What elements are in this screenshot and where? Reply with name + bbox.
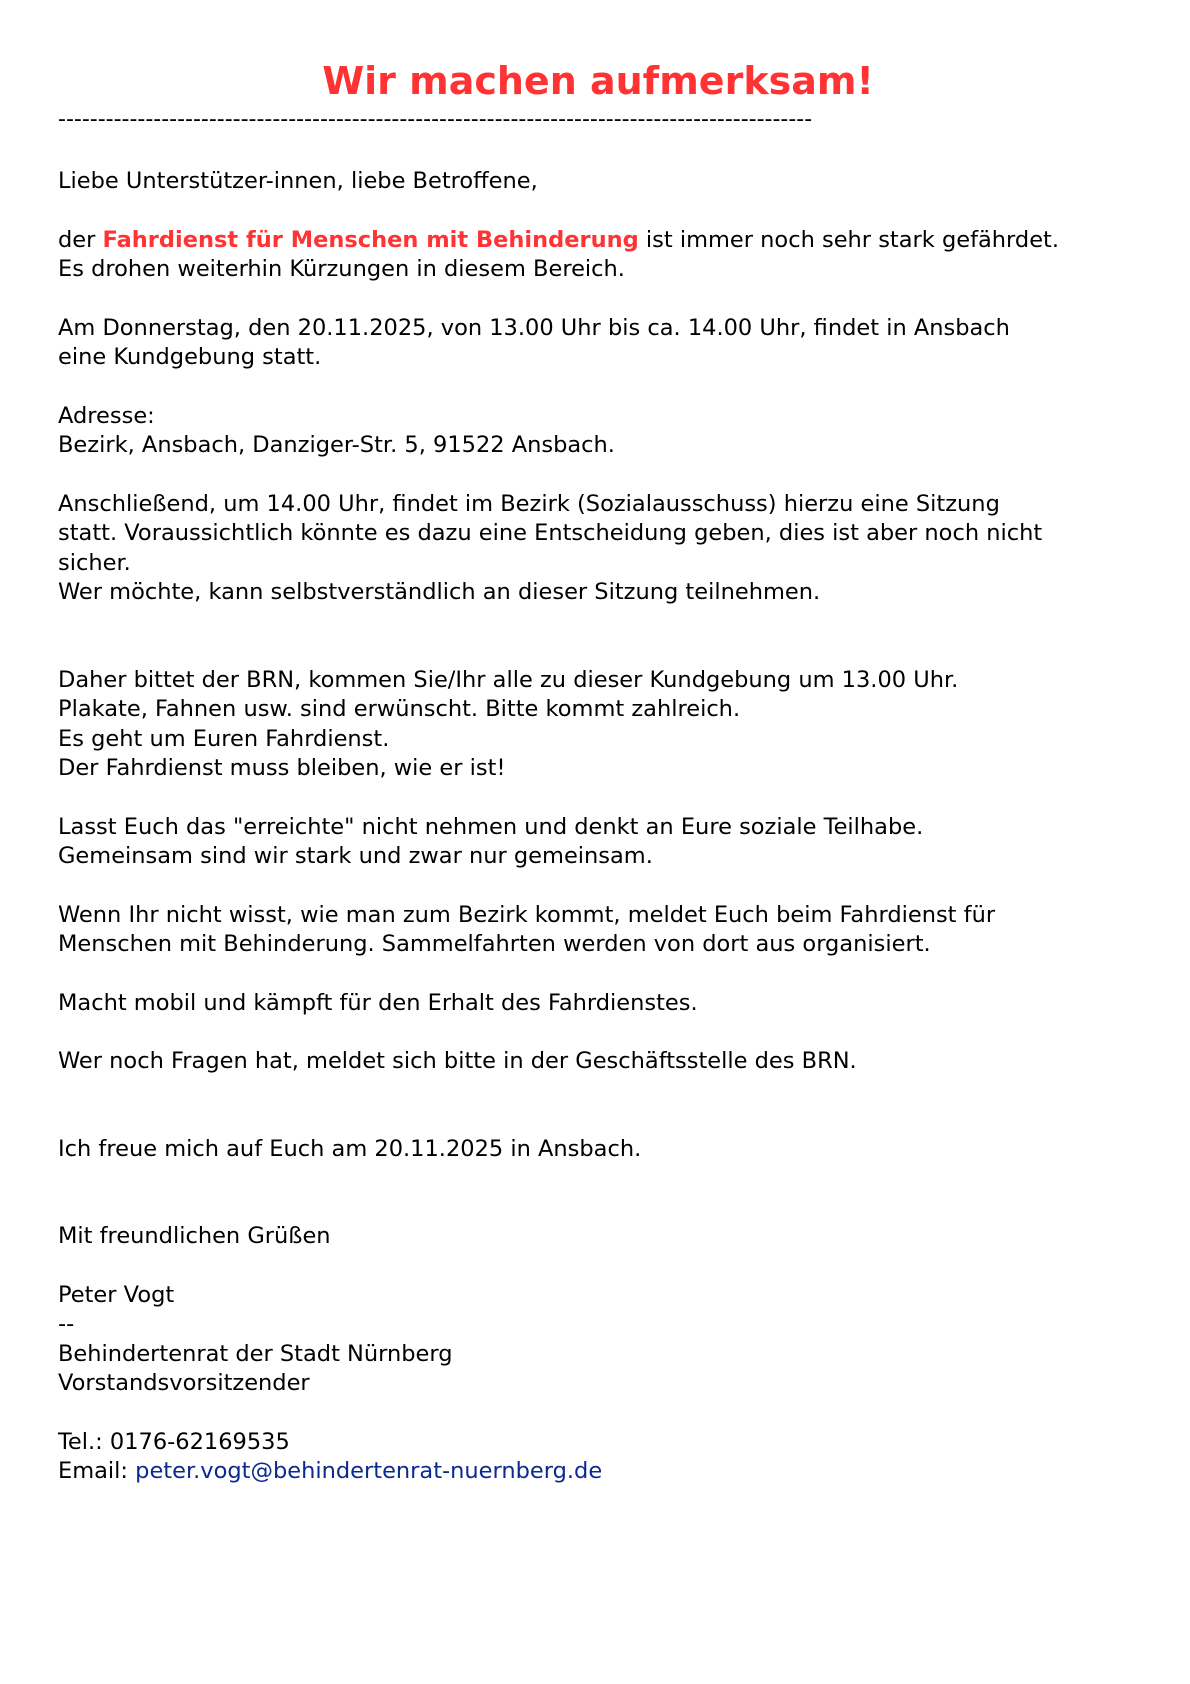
- mobilize-text: Macht mobil und kämpft für den Erhalt des Fahrdienstes.: [58, 989, 698, 1016]
- greeting-text: Liebe Unterstützer-innen, liebe Betroffene,: [58, 168, 538, 194]
- mobilize-paragraph: [58, 989, 1138, 1019]
- address-label: Adresse:: [58, 402, 155, 429]
- transport-line-2: Menschen mit Behinderung. Sammelfahrten werden von dort aus organisiert.: [58, 931, 931, 957]
- contact-block: [58, 1428, 1138, 1487]
- session-line-1: Anschließend, um 14.00 Uhr, findet im Bezirk (Sozialausschuss) hierzu eine Sitzung: [58, 490, 1000, 517]
- greeting: [58, 167, 1138, 197]
- together-paragraph: [58, 813, 1138, 872]
- letter: [58, 55, 1138, 1516]
- event-paragraph: [58, 314, 1138, 373]
- closing-note-text: Ich freue mich auf Euch am 20.11.2025 in Ansbach.: [58, 1135, 642, 1162]
- signature-name: Peter Vogt: [58, 1281, 175, 1308]
- transport-line-1: Wenn Ihr nicht wisst, wie man zum Bezirk kommt, meldet Euch beim Fahrdienst für: [58, 901, 996, 928]
- signature-block: [58, 1281, 1138, 1399]
- dashed-divider: -----------------------------------------------------------------------------------------------: [58, 107, 813, 132]
- session-line-2: statt. Voraussichtlich könnte es dazu eine Entscheidung geben, dies ist aber noch nicht: [58, 520, 1043, 546]
- contact-tel: [58, 1428, 1138, 1458]
- together-line-1: Lasst Euch das "erreichte" nicht nehmen und denkt an Eure soziale Teilhabe.: [58, 813, 924, 840]
- appeal-paragraph: [58, 666, 1138, 784]
- appeal-line-1: Daher bittet der BRN, kommen Sie/Ihr alle zu dieser Kundgebung um 13.00 Uhr.: [58, 666, 959, 693]
- address-paragraph: [58, 402, 1138, 461]
- together-line-2: Gemeinsam sind wir stark und zwar nur gemeinsam.: [58, 843, 653, 869]
- appeal-line-3: Es geht um Euren Fahrdienst.: [58, 725, 390, 752]
- event-line-1: Am Donnerstag, den 20.11.2025, von 13.00 Uhr bis ca. 14.00 Uhr, findet in Ansbach: [58, 314, 1010, 341]
- session-line-4: Wer möchte, kann selbstverständlich an dieser Sitzung teilnehmen.: [58, 579, 821, 605]
- event-line-2: eine Kundgebung statt.: [58, 344, 322, 370]
- session-line-3: sicher.: [58, 549, 131, 576]
- page-title: Wir machen aufmerksam!: [322, 59, 874, 103]
- email-label: Email:: [58, 1458, 136, 1484]
- intro-pre: der: [58, 226, 103, 253]
- appeal-line-4: Der Fahrdienst muss bleiben, wie er ist!: [58, 755, 506, 781]
- highlight-fahrdienst: Fahrdienst für Menschen mit Behinderung: [102, 226, 639, 253]
- questions-paragraph: [58, 1047, 1138, 1077]
- questions-text: Wer noch Fragen hat, meldet sich bitte in der Geschäftsstelle des BRN.: [58, 1048, 857, 1074]
- tel-number: 0176-62169535: [109, 1428, 290, 1455]
- session-paragraph: [58, 490, 1138, 608]
- signature-role: Vorstandsvorsitzender: [58, 1370, 310, 1396]
- intro-post: ist immer noch sehr stark gefährdet.: [638, 226, 1060, 253]
- appeal-line-2: Plakate, Fahnen usw. sind erwünscht. Bitte kommt zahlreich.: [58, 696, 741, 722]
- closing-note-paragraph: [58, 1135, 1138, 1165]
- salutation-paragraph: [58, 1222, 1138, 1252]
- intro-paragraph: [58, 226, 1138, 285]
- signature-separator: --: [58, 1311, 75, 1337]
- salutation-text: Mit freundlichen Grüßen: [58, 1223, 331, 1249]
- intro-line-2: Es drohen weiterhin Kürzungen in diesem Bereich.: [58, 256, 625, 282]
- address-value: Bezirk, Ansbach, Danziger-Str. 5, 91522 Ansbach.: [58, 432, 615, 458]
- contact-email: [58, 1457, 1138, 1487]
- tel-label: Tel.:: [58, 1428, 110, 1455]
- transport-paragraph: [58, 901, 1138, 960]
- intro-line-1: [58, 226, 1138, 256]
- email-link[interactable]: peter.vogt@behindertenrat-nuernberg.de: [135, 1458, 603, 1484]
- signature-org: Behindertenrat der Stadt Nürnberg: [58, 1340, 453, 1367]
